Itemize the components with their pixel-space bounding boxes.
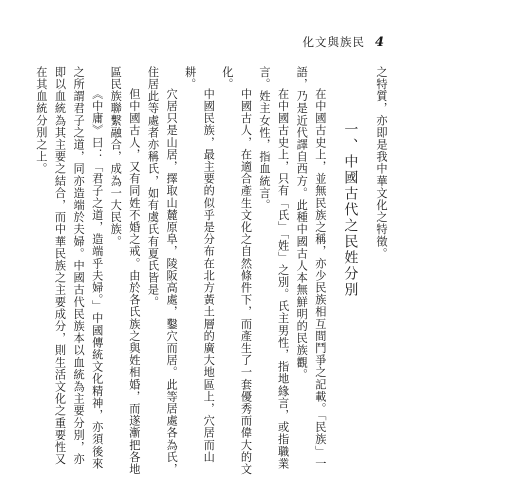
running-title: 化文與族民 xyxy=(302,35,365,49)
paragraph: 之特質，亦即是我中華文化之特徵。 xyxy=(375,66,388,260)
paragraph: 但中國古人，又有同姓不婚之戒。由於各氏族之與姓相婚，而遂漸把各地區民族聯繫融合，成為一大民族。 xyxy=(109,66,141,476)
paragraph: 中國民族，最主要的似乎是分布在北方黃土層的廣大地區上，穴居而山耕。 xyxy=(183,66,216,464)
paragraph: 在中國古史上，並無民族之稱，亦少民族相互間鬥爭之記載。「民族」一語，乃是近代譯自西方。此種中國古人本無鮮明的民族觀。 xyxy=(295,66,327,470)
paragraph: 《中庸》曰：「君子之道，造端乎夫婦。」中國傳統文化精神，亦須後來之所謂君子之道，同亦造端於夫婦。中國古代民族本以血統為主要分別，亦即以血統為其主要之結合，而中華民族之主要成分，則生活文化之重要性又在其血統分別之上。 xyxy=(34,66,104,470)
paragraph: 中國古人，在適合產生文化之自然條件下，而產生了一套優秀而偉大的文化。 xyxy=(220,66,253,476)
paragraph: 穴居只是山居，擇取山麓原阜，陵阪高處，鑿穴而居。此等居處各為氏，住居此等處者亦稱氏，如有虞氏有夏氏皆是。 xyxy=(146,66,179,476)
paragraph: 在中國古史上，只有「氏」「姓」之別。氏主男性，指地緣言，或指職業言。姓主女性，指血統言。 xyxy=(258,66,290,470)
page-header xyxy=(302,34,384,50)
page-number: 4 xyxy=(374,35,384,50)
section-heading: 一、中國古代之民姓分別 xyxy=(342,122,359,298)
vertical-text-block xyxy=(34,66,390,476)
